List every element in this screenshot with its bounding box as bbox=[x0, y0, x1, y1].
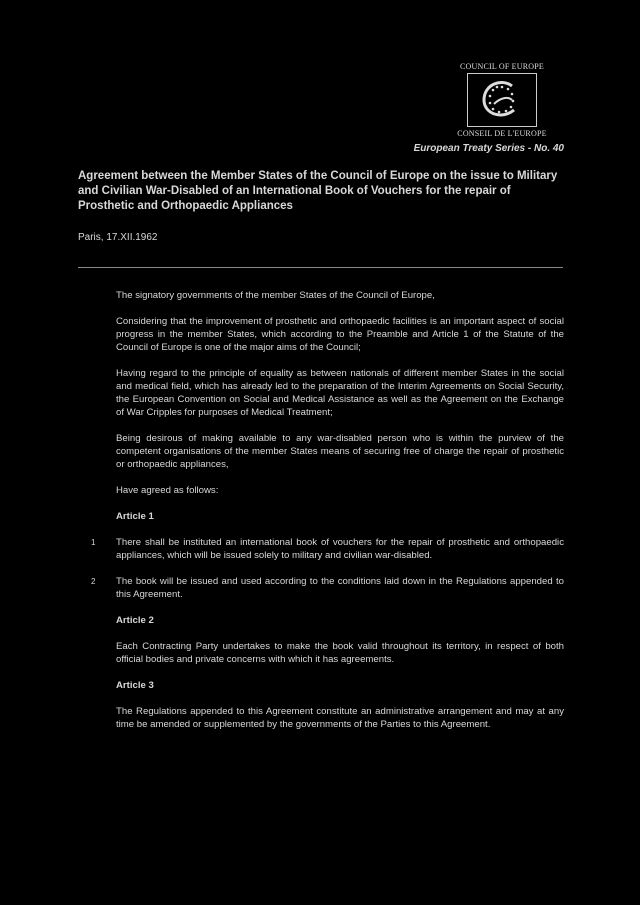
article-heading: Article 1 bbox=[116, 511, 154, 522]
preamble-paragraph: The signatory governments of the member States of the Council of Europe, bbox=[116, 290, 435, 301]
preamble-paragraph: Considering that the improvement of prosthetic and orthopaedic facilities is an important aspect of social progress in the member States, which according to the Preamble and Article 1 of the Statute of the Council of Europe is one of the major aims of the Council; bbox=[116, 316, 564, 353]
preamble-paragraph: Have agreed as follows: bbox=[116, 485, 219, 496]
article-text: Each Contracting Party undertakes to make the book valid throughout its territory, in respect of both official bodies and private concerns with which it has agreements. bbox=[116, 641, 564, 665]
logo-bottom-text: CONSEIL DE L'EUROPE bbox=[457, 129, 547, 138]
article-heading: Article 2 bbox=[116, 615, 154, 626]
item-number: 1 bbox=[91, 538, 96, 547]
item-text: The book will be issued and used according to the conditions laid down in the Regulations appended to this Agreement. bbox=[116, 576, 564, 600]
article-heading: Article 3 bbox=[116, 680, 154, 691]
logo-top-text: COUNCIL OF EUROPE bbox=[460, 62, 544, 71]
treaty-series: European Treaty Series - No. 40 bbox=[413, 143, 564, 154]
article-item bbox=[91, 536, 564, 562]
council-of-europe-logo bbox=[452, 62, 552, 138]
document-date: Paris, 17.XII.1962 bbox=[78, 232, 158, 243]
item-text: There shall be instituted an international book of vouchers for the repair of prosthetic and orthopaedic appliances, which will be issued solely to military and civilian war-disabled. bbox=[116, 537, 564, 561]
article-text: The Regulations appended to this Agreement constitute an administrative arrangement and may at any time be amended or supplemented by the governments of the Parties to this Agreement. bbox=[116, 706, 564, 730]
stars-circle-icon bbox=[468, 74, 536, 126]
item-number: 2 bbox=[91, 577, 96, 586]
document-body bbox=[91, 289, 564, 744]
divider bbox=[78, 267, 563, 268]
preamble-paragraph: Having regard to the principle of equality as between nationals of different member States in the social and medical field, which has already led to the preparation of the Interim Agreements on Social Security, the European Convention on Social and Medical Assistance as well as the Agreement on the Exchange of War Cripples for purposes of Medical Treatment; bbox=[116, 368, 564, 418]
logo-emblem bbox=[467, 73, 537, 127]
document-title: Agreement between the Member States of the Council of Europe on the issue to Military and Civilian War-Disabled of an International Book of Vouchers for the repair of Prosthetic and Orthopaedic Appliances bbox=[78, 170, 558, 212]
article-item bbox=[91, 575, 564, 601]
preamble-paragraph: Being desirous of making available to any war-disabled person who is within the purview of the competent organisations of the member States means of securing free of charge the repair of prosthetic or orthopaedic appliances, bbox=[116, 433, 564, 470]
